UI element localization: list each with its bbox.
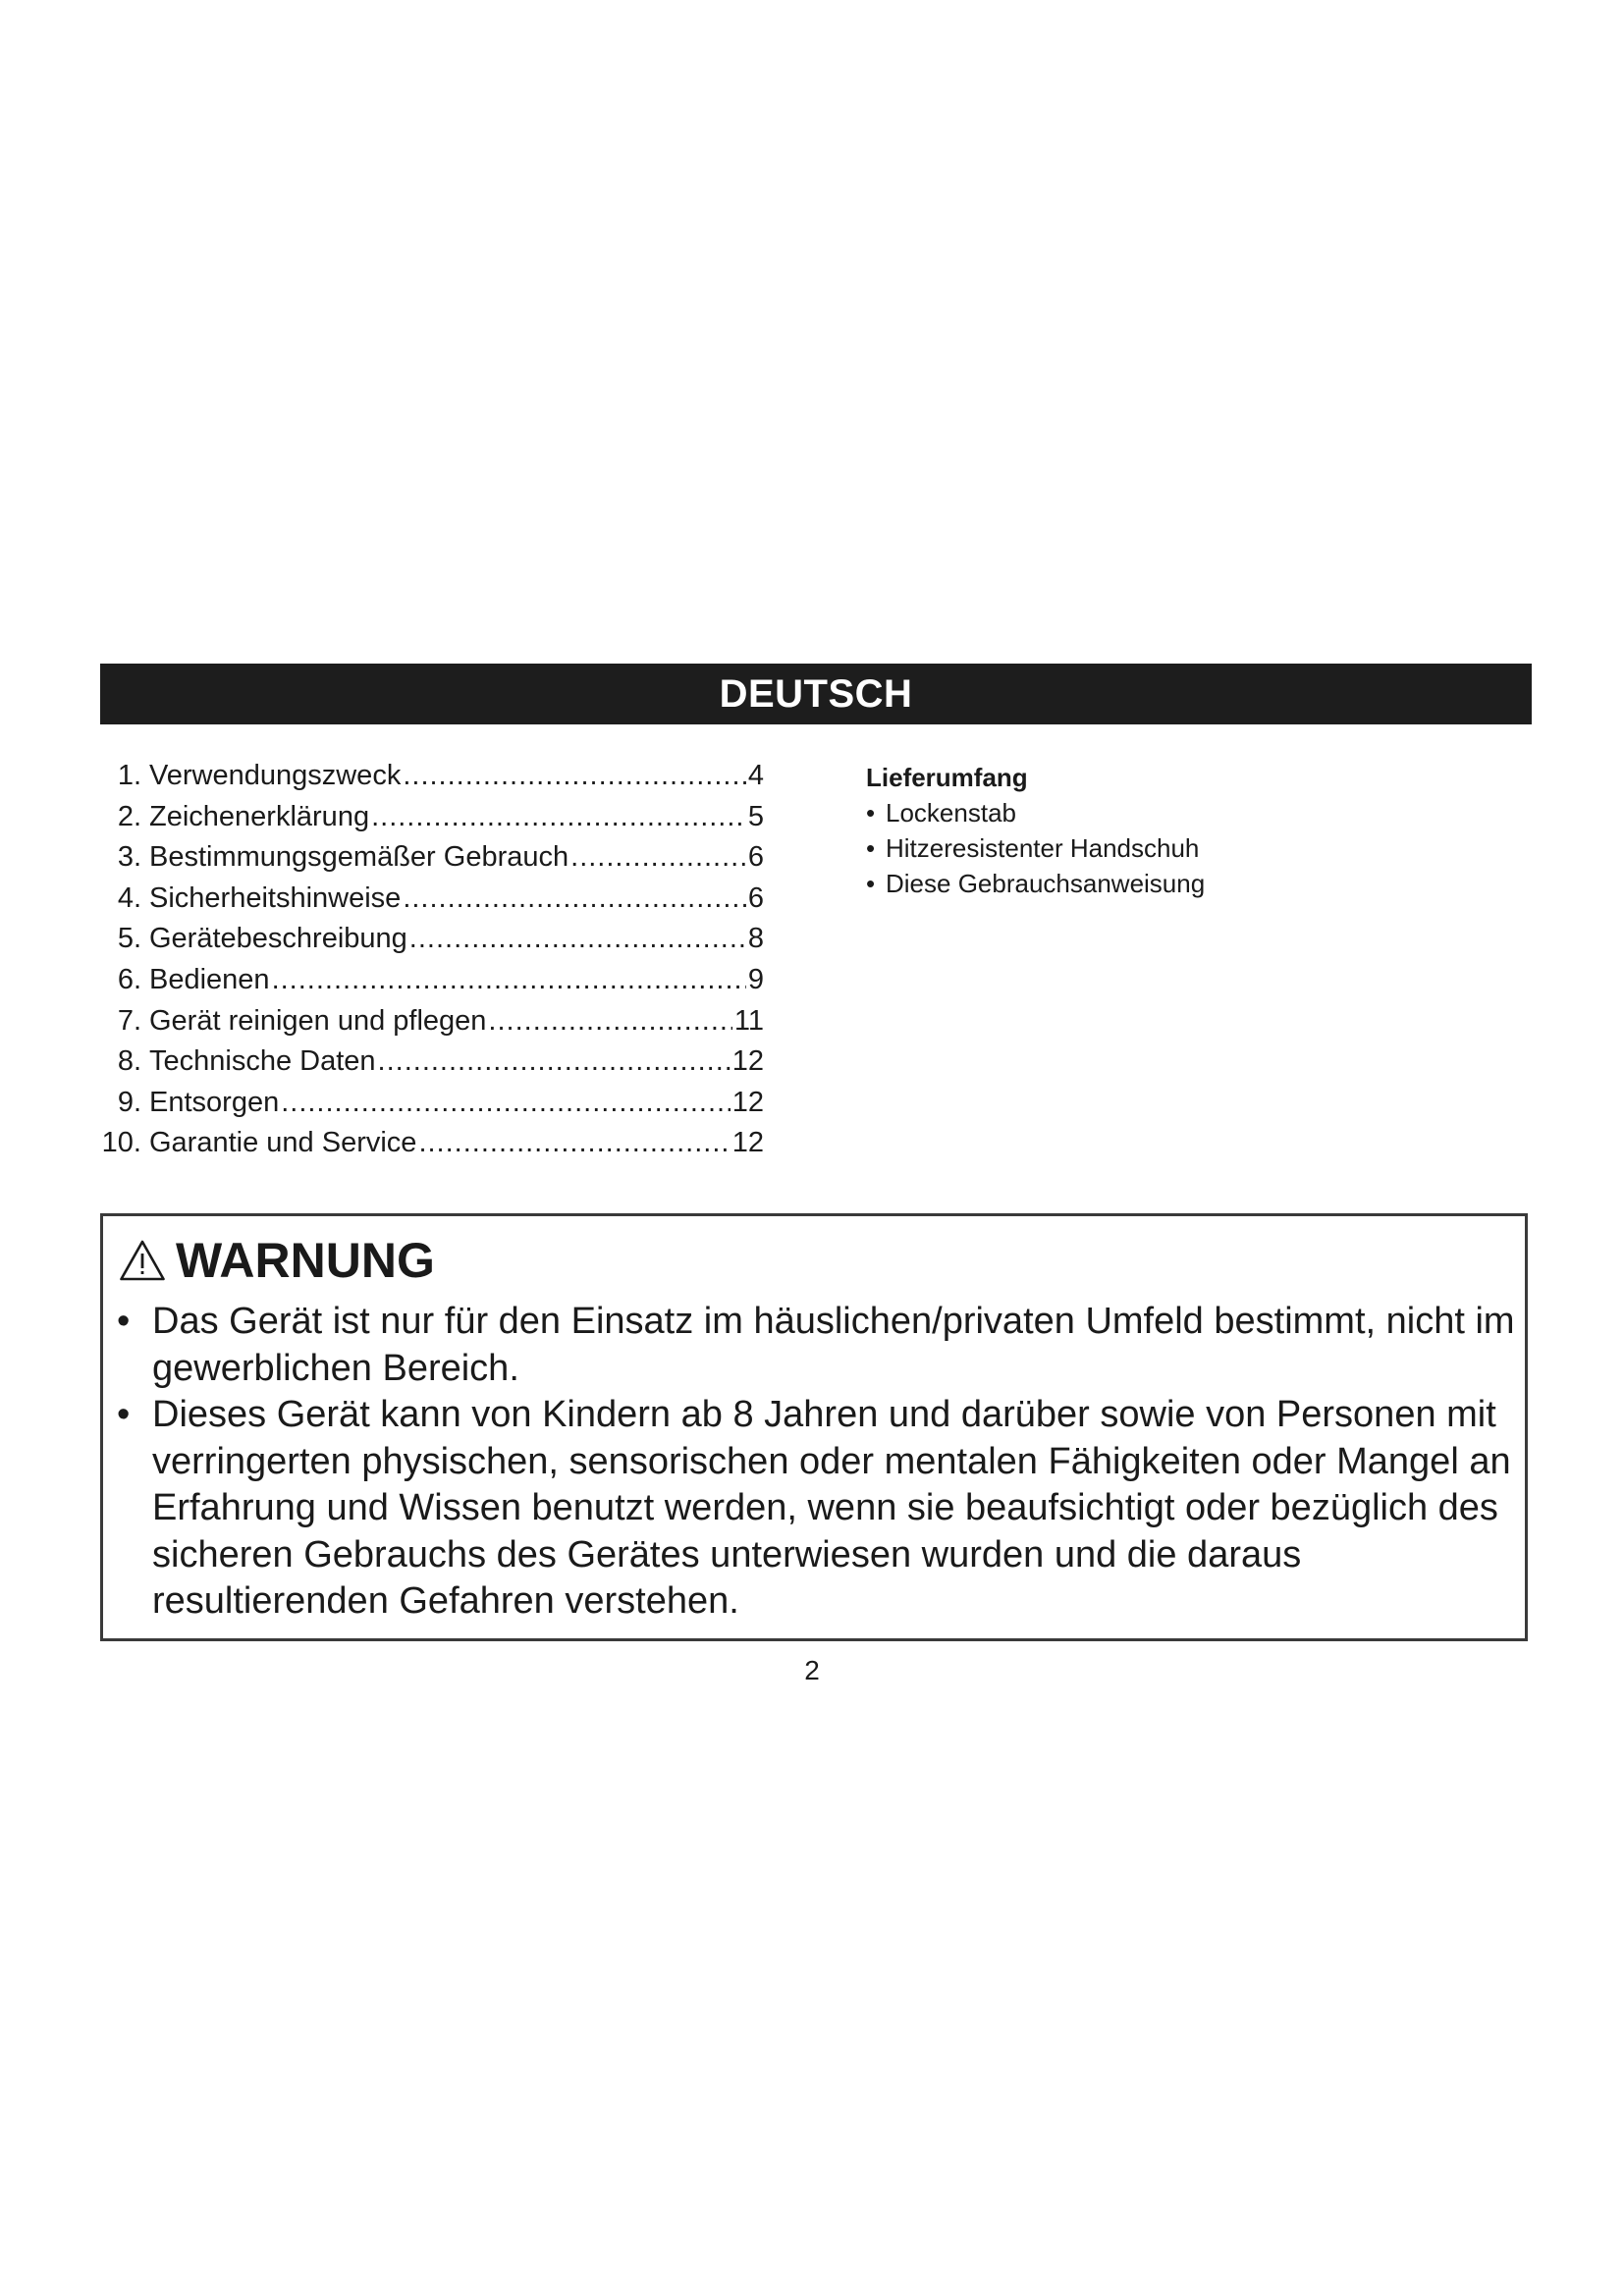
warning-title: WARNUNG: [176, 1233, 435, 1288]
scope-item: [866, 795, 1357, 830]
toc-number: 7.: [117, 1004, 141, 1037]
warning-item: [117, 1299, 1521, 1392]
toc-entry: [94, 1001, 764, 1042]
bullet: •: [866, 869, 876, 898]
scope-item-text: Diese Gebrauchsanweisung: [886, 869, 1206, 898]
toc-entry: [94, 879, 764, 920]
scope-of-delivery-title: Lieferumfang: [866, 763, 1028, 792]
toc-title: Gerät reinigen und pflegen: [149, 1004, 487, 1037]
page-number: 2: [804, 1655, 820, 1685]
bullet: •: [117, 1301, 131, 1342]
scope-item: [866, 830, 1357, 866]
toc-leader-dots: [403, 756, 746, 797]
scope-item: [866, 866, 1357, 901]
toc-leader-dots: [409, 919, 746, 960]
toc-entry: [94, 837, 764, 879]
toc-title: Garantie und Service: [149, 1127, 417, 1159]
bullet: •: [866, 798, 876, 828]
section-title: DEUTSCH: [719, 671, 913, 716]
toc-page: 9: [747, 963, 764, 995]
toc-entry: [94, 756, 764, 797]
toc-entry: [94, 1123, 764, 1164]
bullet: •: [117, 1394, 131, 1435]
toc-entry: [94, 1083, 764, 1124]
warning-list: [117, 1299, 1521, 1626]
scope-of-delivery: [866, 760, 1357, 901]
toc-title: Verwendungszweck: [149, 760, 402, 791]
warning-item-text: Das Gerät ist nur für den Einsatz im häuslichen/privaten Umfeld bestimmt, nicht im gewerblichen Bereich.: [152, 1301, 1515, 1389]
toc-title: Bedienen: [149, 963, 270, 995]
toc-number: 9.: [117, 1086, 141, 1118]
toc-entry: [94, 1041, 764, 1083]
toc-leader-dots: [403, 879, 746, 920]
toc-title: Zeichenerklärung: [149, 800, 370, 832]
toc-page: 11: [733, 1004, 764, 1037]
warning-item: [117, 1392, 1521, 1626]
toc-title: Gerätebeschreibung: [149, 923, 407, 955]
section-header-bar: [100, 664, 1532, 724]
toc-number: 3.: [117, 841, 141, 874]
toc-page: 4: [747, 760, 764, 791]
toc-number: 5.: [117, 923, 141, 955]
toc-entry: [94, 797, 764, 838]
toc-page: 12: [731, 1127, 764, 1159]
warning-item-text: Dieses Gerät kann von Kindern ab 8 Jahren und darüber sowie von Personen mit verringerten physischen, sensorischen oder mentalen Fähigkeiten oder Mangel an Erfahrung und Wissen benutzt werden, wenn sie beaufsichtigt oder bezüglich des sicheren Gebrauchs des Gerätes unterwiesen wurden und die daraus resultierenden Gefahren verstehen.: [152, 1394, 1511, 1622]
bullet: •: [866, 833, 876, 863]
scope-item-text: Lockenstab: [886, 798, 1016, 828]
toc-leader-dots: [488, 1001, 731, 1042]
toc-leader-dots: [281, 1083, 731, 1124]
toc-title: Bestimmungsgemäßer Gebrauch: [149, 841, 569, 874]
toc-number: 10.: [101, 1127, 141, 1159]
toc-page: 8: [747, 923, 764, 955]
toc-entry: [94, 919, 764, 960]
toc-page: 6: [747, 881, 764, 914]
scope-item-text: Hitzeresistenter Handschuh: [886, 833, 1200, 863]
toc-title: Technische Daten: [149, 1045, 376, 1078]
toc-leader-dots: [418, 1123, 730, 1164]
toc-page: 5: [747, 800, 764, 832]
toc-number: 6.: [117, 963, 141, 995]
toc-leader-dots: [272, 960, 746, 1001]
toc-number: 4.: [117, 881, 141, 914]
toc-leader-dots: [371, 797, 746, 838]
toc-entry: [94, 960, 764, 1001]
toc-title: Sicherheitshinweise: [149, 881, 402, 914]
table-of-contents: [94, 756, 764, 1164]
toc-leader-dots: [570, 837, 746, 879]
toc-number: 2.: [117, 800, 141, 832]
warning-triangle-icon: [119, 1239, 166, 1282]
toc-page: 12: [731, 1086, 764, 1118]
toc-number: 1.: [117, 760, 141, 791]
toc-leader-dots: [378, 1041, 731, 1083]
toc-number: 8.: [117, 1045, 141, 1078]
toc-page: 6: [747, 841, 764, 874]
warning-box: [100, 1213, 1528, 1641]
toc-page: 12: [731, 1045, 764, 1078]
warning-header: [119, 1230, 435, 1291]
toc-title: Entsorgen: [149, 1086, 280, 1118]
